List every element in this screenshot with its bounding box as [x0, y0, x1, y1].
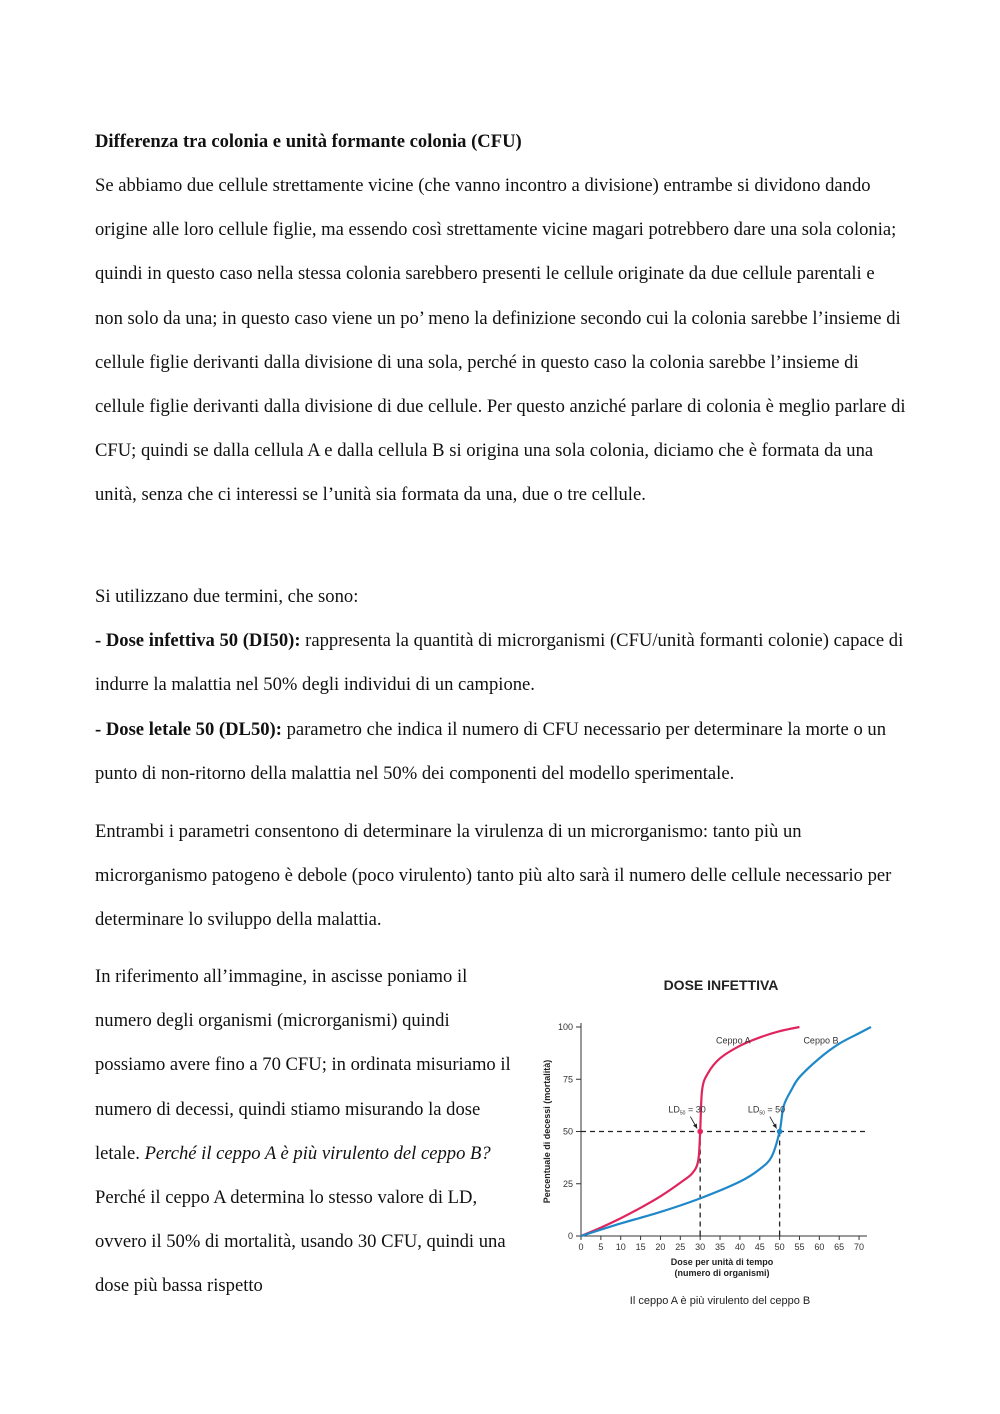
x-tick-label: 55: [794, 1242, 805, 1252]
x-tick-label: 15: [635, 1242, 646, 1252]
definition-di50-text: rappresenta la quantità di microrganismi (CFU/unità formanti colonie) capace di indurre la malattia nel 50% degli individui di un campione.: [95, 630, 904, 696]
y-tick-label: 25: [562, 1178, 573, 1189]
definition-di50: [95, 619, 915, 707]
chart-title: DOSE INFETTIVA: [663, 977, 779, 993]
y-axis-label: Percentuale di decessi (mortalità): [542, 1059, 552, 1204]
x-tick-label: 5: [598, 1242, 604, 1252]
chart-caption: Il ceppo A è più virulento del ceppo B: [629, 1295, 811, 1307]
definition-dl50: [95, 708, 915, 796]
intersection-point-ceppo-b: [777, 1129, 783, 1135]
paragraph-image-reference-question: Perché il ceppo A è più virulento del ceppo B?: [144, 1142, 491, 1164]
x-tick-label: 65: [834, 1242, 845, 1252]
x-axis-label: Dose per unità di tempo: [670, 1257, 774, 1267]
ld50-annotation: $LD_{50} = 50$: [747, 1104, 786, 1117]
definition-di50-term: - Dose infettiva 50 (DI50):: [95, 630, 301, 651]
definition-dl50-text: parametro che indica il numero di CFU necessario per determinare la morte o un punto di non-ritorno della malattia nel 50% dei componenti del modello sperimentale.: [95, 719, 887, 785]
series-label-ceppo-a: Ceppo A: [716, 1035, 751, 1046]
dose-chart: [530, 965, 880, 1315]
section-title: Differenza tra colonia e unità formante colonia (CFU): [95, 131, 522, 152]
intro-line: Si utilizzano due termini, che sono:: [95, 586, 359, 607]
series-label-ceppo-b: Ceppo B: [803, 1035, 839, 1046]
y-tick-label: 0: [567, 1231, 573, 1241]
x-tick-label: 40: [734, 1242, 745, 1252]
y-tick-label: 50: [562, 1126, 573, 1137]
x-axis-label-sub: (numero di organismi): [674, 1268, 770, 1278]
x-tick-label: 30: [695, 1242, 706, 1252]
x-tick-label: 35: [715, 1242, 726, 1252]
x-tick-label: 0: [578, 1242, 584, 1252]
x-tick-label: 20: [655, 1242, 666, 1252]
x-tick-label: 45: [754, 1242, 765, 1252]
paragraph-cfu: Se abbiamo due cellule strettamente vicine (che vanno incontro a divisione) entrambe si dividono dando origine alle loro cellule figlie, ma essendo così strettamente vicine magari potrebbero dare una sola colonia; quindi in questo caso nella stessa colonia sarebbero presenti le cellule originate da due cellule parentali e non solo da una; in questo caso viene un po’ meno la definizione secondo cui la colonia sarebbe l’insieme di cellule figlie derivanti dalla divisione di una sola, perché in questo caso la colonia sarebbe l’insieme di cellule figlie derivanti dalla divisione di due cellule. Per questo anziché parlare di colonia è meglio parlare di CFU; quindi se dalla cellula A e dalla cellula B si origina una sola colonia, diciamo che è formata da una unità, senza che ci interessi se l’unità sia formata da una, due o tre cellule.: [95, 175, 906, 506]
y-tick-label: 100: [557, 1022, 573, 1032]
definition-dl50-term: - Dose letale 50 (DL50):: [95, 719, 282, 740]
paragraph-virulence: Entrambi i parametri consentono di determinare la virulenza di un microrganismo: tanto più un microrganismo patogeno è debole (poco virulento) tanto più alto sarà il numero delle cellule necessario per determinare lo sviluppo della malattia.: [95, 821, 892, 931]
paragraph-image-reference-part2: Perché il ceppo A determina lo stesso valore di LD, ovvero il 50% di mortalità, usando 30 CFU, quindi una dose più bassa rispetto: [95, 1187, 506, 1297]
x-tick-label: 10: [615, 1242, 626, 1252]
x-tick-label: 25: [675, 1242, 686, 1252]
paragraph-image-reference: [95, 955, 520, 1309]
intersection-point-ceppo-a: [697, 1129, 703, 1135]
x-tick-label: 70: [854, 1242, 865, 1252]
dose-chart-svg: [530, 965, 880, 1315]
paragraph-image-reference-part1: In riferimento all’immagine, in ascisse poniamo il numero degli organismi (microrganismi) quindi possiamo avere fino a 70 CFU; in ordinata misuriamo il numero di decessi, quindi stiamo misurando la dose letale.: [95, 966, 511, 1164]
x-tick-label: 60: [814, 1242, 825, 1252]
y-tick-label: 75: [562, 1074, 573, 1085]
x-tick-label: 50: [774, 1242, 785, 1252]
ld50-annotation: $LD_{50} = 30$: [668, 1104, 706, 1117]
